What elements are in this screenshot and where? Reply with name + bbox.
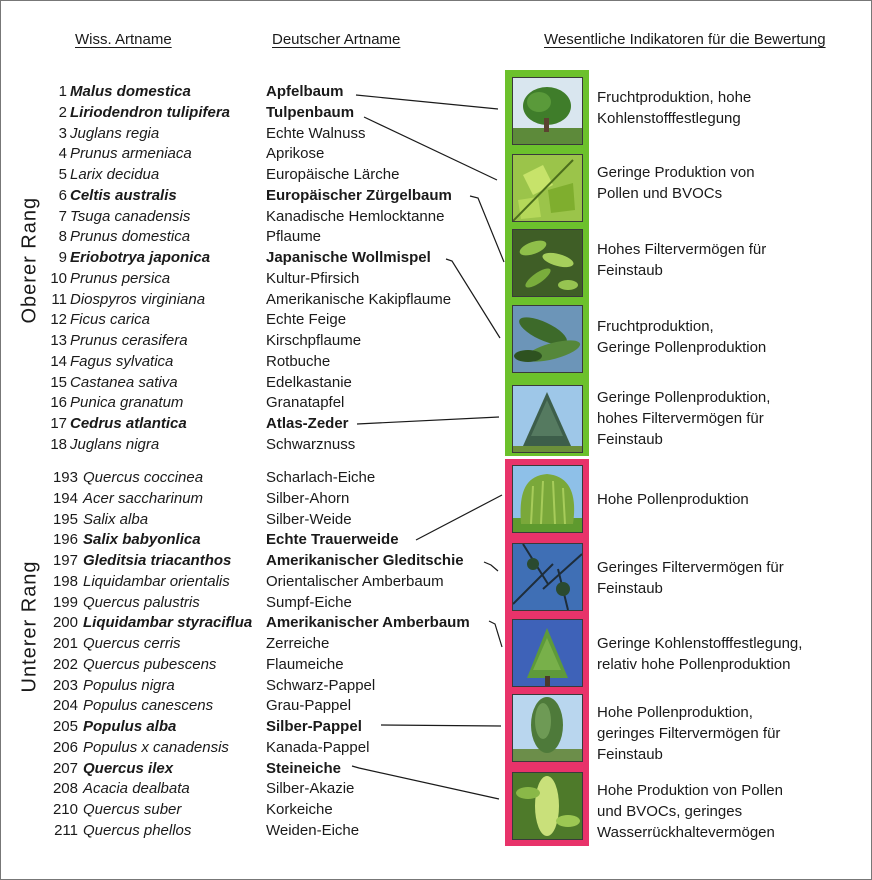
scientific-name: Celtis australis	[70, 186, 177, 204]
rank-number: 11	[51, 290, 67, 308]
german-name: Rotbuche	[266, 352, 331, 370]
german-name: Zerreiche	[266, 635, 330, 652]
german-name: Steineiche	[266, 759, 342, 777]
photo-atlas-cedar	[512, 385, 583, 453]
scientific-name: Quercus cerris	[83, 635, 181, 652]
photo-tulip-tree-leaves	[512, 154, 583, 222]
photo-nettle-tree-leaves	[512, 229, 583, 297]
indicator-line: relativ hohe Pollenproduktion	[597, 656, 791, 673]
german-name: Amerikanischer Gleditschie	[266, 552, 464, 569]
scientific-name: Juglans nigra	[70, 435, 160, 453]
indicator-text	[597, 162, 755, 204]
german-name: Aprikose	[266, 145, 325, 163]
scientific-name: Liquidambar orientalis	[83, 572, 230, 590]
scientific-name: Prunus armeniaca	[70, 145, 192, 163]
scientific-name: Punica granatum	[70, 394, 184, 412]
german-name: Kirschpflaume	[266, 332, 362, 349]
rank-number: 207	[52, 759, 78, 777]
german-name: Silber-Ahorn	[266, 489, 350, 507]
scientific-name: Castanea sativa	[70, 373, 178, 391]
indicator-line: Geringe Pollenproduktion,	[597, 389, 771, 406]
rank-number: 201	[52, 635, 78, 652]
rank-number: 7	[58, 207, 67, 225]
german-name: Japanische Wollmispel	[266, 249, 431, 266]
german-name: Echte Trauerweide	[266, 531, 399, 549]
scientific-name: Prunus persica	[70, 269, 171, 287]
indicator-line: Pollen und BVOCs	[597, 185, 723, 202]
photo-loquat-leaves	[512, 305, 583, 373]
indicator-line: Geringe Produktion von	[597, 164, 755, 181]
scientific-name: Populus alba	[83, 718, 177, 735]
indicator-line: Feinstaub	[597, 262, 663, 279]
german-name: Weiden-Eiche	[266, 821, 360, 839]
scientific-name: Quercus pubescens	[83, 655, 217, 673]
german-name: Tulpenbaum	[266, 103, 355, 121]
rank-number: 194	[52, 489, 78, 507]
photo-weeping-willow	[512, 465, 583, 533]
german-name: Pflaume	[266, 228, 322, 246]
german-name: Edelkastanie	[266, 373, 352, 391]
rank-number: 14	[50, 352, 67, 370]
indicator-text	[597, 316, 766, 358]
indicator-line: Fruchtproduktion,	[597, 318, 714, 335]
indicator-line: Hohe Pollenproduktion	[597, 491, 749, 508]
german-name: Amerikanischer Amberbaum	[266, 614, 470, 632]
scientific-name: Gleditsia triacanthos	[83, 552, 232, 569]
german-name: Silber-Weide	[266, 510, 352, 528]
indicator-text	[597, 702, 780, 765]
german-name: Silber-Pappel	[266, 718, 362, 735]
scientific-name: Prunus domestica	[70, 228, 191, 246]
rank-label-lower: Unterer Rang	[18, 560, 41, 693]
indicator-line: geringes Filtervermögen für	[597, 725, 781, 742]
scientific-name: Quercus suber	[83, 801, 182, 818]
german-name: Europäischer Zürgelbaum	[266, 186, 452, 204]
scientific-name: Eriobotrya japonica	[70, 249, 211, 266]
scientific-name: Liquidambar styraciflua	[83, 614, 253, 632]
scientific-name: Diospyros virginiana	[70, 290, 206, 308]
rank-number: 6	[58, 186, 67, 204]
scientific-name: Larix decidua	[70, 166, 160, 183]
german-name: Kanada-Pappel	[266, 738, 370, 756]
scientific-name: Ficus carica	[70, 311, 151, 329]
header-scientific-name: Wiss. Artname	[75, 31, 172, 48]
photo-white-poplar	[512, 694, 583, 762]
rank-number: 10	[50, 269, 67, 287]
indicator-text	[597, 780, 783, 843]
indicator-line: Feinstaub	[597, 580, 663, 597]
scientific-name: Quercus ilex	[83, 759, 174, 777]
scientific-name: Quercus palustris	[83, 593, 200, 611]
indicator-line: Hohe Pollenproduktion,	[597, 704, 753, 721]
indicator-text	[597, 557, 784, 599]
german-name: Silber-Akazie	[266, 780, 355, 798]
indicator-line: Feinstaub	[597, 746, 663, 763]
photo-apple-tree	[512, 77, 583, 145]
scientific-name: Quercus phellos	[83, 821, 192, 839]
indicator-text	[597, 387, 770, 450]
rank-number: 193	[52, 469, 78, 486]
rank-number: 206	[52, 738, 78, 756]
rank-number: 211	[54, 821, 78, 839]
rank-number: 4	[58, 145, 67, 163]
rank-number: 200	[52, 614, 78, 632]
indicator-line: Geringe Kohlenstofffestlegung,	[597, 635, 803, 652]
scientific-name: Fagus sylvatica	[70, 352, 174, 370]
german-name: Scharlach-Eiche	[266, 469, 376, 486]
header-german-name: Deutscher Artname	[272, 31, 401, 48]
rank-number: 12	[50, 311, 67, 329]
rank-number: 17	[50, 415, 67, 432]
german-name: Flaumeiche	[266, 655, 344, 673]
indicator-text	[597, 489, 749, 510]
indicator-line: und BVOCs, geringes	[597, 803, 743, 820]
rank-number: 5	[58, 166, 67, 183]
indicator-line: hohes Filtervermögen für	[597, 410, 764, 427]
photo-honey-locust	[512, 543, 583, 611]
scientific-name: Acacia dealbata	[83, 780, 190, 798]
scientific-name: Salix babyonlica	[83, 531, 201, 549]
indicator-text	[597, 239, 766, 281]
scientific-name: Populus nigra	[83, 676, 175, 694]
rank-number: 210	[52, 801, 78, 818]
photo-sweetgum	[512, 619, 583, 687]
german-name: Europäische Lärche	[266, 166, 400, 183]
photo-holm-oak	[512, 772, 583, 840]
rank-number: 1	[58, 83, 67, 100]
rank-number: 197	[52, 552, 78, 569]
german-name: Granatapfel	[266, 394, 345, 412]
german-name: Atlas-Zeder	[266, 415, 349, 432]
german-name: Sumpf-Eiche	[266, 593, 352, 611]
german-name: Orientalischer Amberbaum	[266, 572, 444, 590]
german-name: Kanadische Hemlocktanne	[266, 207, 445, 225]
rank-number: 196	[52, 531, 78, 549]
rank-number: 202	[52, 655, 78, 673]
rank-number: 9	[58, 249, 67, 266]
rank-number: 2	[58, 103, 67, 121]
header-indicators: Wesentliche Indikatoren für die Bewertung	[544, 31, 826, 48]
scientific-name: Malus domestica	[70, 83, 191, 100]
german-name: Kultur-Pfirsich	[266, 269, 360, 287]
indicator-line: Geringe Pollenproduktion	[597, 339, 767, 356]
indicator-line: Hohe Produktion von Pollen	[597, 782, 783, 799]
german-name: Echte Walnuss	[266, 124, 366, 142]
german-name: Echte Feige	[266, 311, 347, 329]
german-name: Grau-Pappel	[266, 697, 352, 715]
german-name: Korkeiche	[266, 801, 333, 818]
rank-number: 8	[58, 228, 67, 246]
rank-number: 198	[52, 572, 78, 590]
scientific-name: Populus x canadensis	[83, 738, 229, 756]
indicator-line: Geringes Filtervermögen für	[597, 559, 784, 576]
indicator-text	[597, 633, 802, 675]
german-name: Amerikanische Kakipflaume	[266, 290, 452, 308]
scientific-name: Salix alba	[83, 510, 149, 528]
scientific-name: Juglans regia	[70, 124, 160, 142]
indicator-line: Kohlenstofffestlegung	[597, 110, 741, 127]
indicator-line: Fruchtproduktion, hohe	[597, 89, 752, 106]
german-name: Schwarz-Pappel	[266, 676, 376, 694]
rank-label-upper: Oberer Rang	[18, 196, 41, 324]
rank-number: 208	[52, 780, 78, 798]
indicator-line: Feinstaub	[597, 431, 663, 448]
scientific-name: Tsuga canadensis	[70, 207, 191, 225]
scientific-name: Populus canescens	[83, 697, 214, 715]
scientific-name: Liriodendron tulipifera	[70, 103, 230, 121]
german-name: Apfelbaum	[266, 83, 344, 100]
scientific-name: Acer saccharinum	[83, 489, 204, 507]
indicator-line: Hohes Filtervermögen für	[597, 241, 767, 258]
rank-number: 16	[50, 394, 67, 412]
rank-number: 18	[50, 435, 67, 453]
scientific-name: Cedrus atlantica	[70, 415, 187, 432]
rank-number: 195	[52, 510, 78, 528]
rank-number: 203	[52, 676, 78, 694]
rank-number: 13	[50, 332, 67, 349]
indicator-line: Wasserrückhaltevermögen	[597, 824, 775, 841]
rank-number: 3	[58, 124, 67, 142]
german-name: Schwarznuss	[266, 435, 356, 453]
rank-number: 204	[52, 697, 78, 715]
rank-number: 205	[52, 718, 78, 735]
rank-number: 15	[50, 373, 67, 391]
rank-number: 199	[52, 593, 78, 611]
scientific-name: Prunus cerasifera	[70, 332, 188, 349]
indicator-text	[597, 87, 751, 129]
scientific-name: Quercus coccinea	[83, 469, 204, 486]
